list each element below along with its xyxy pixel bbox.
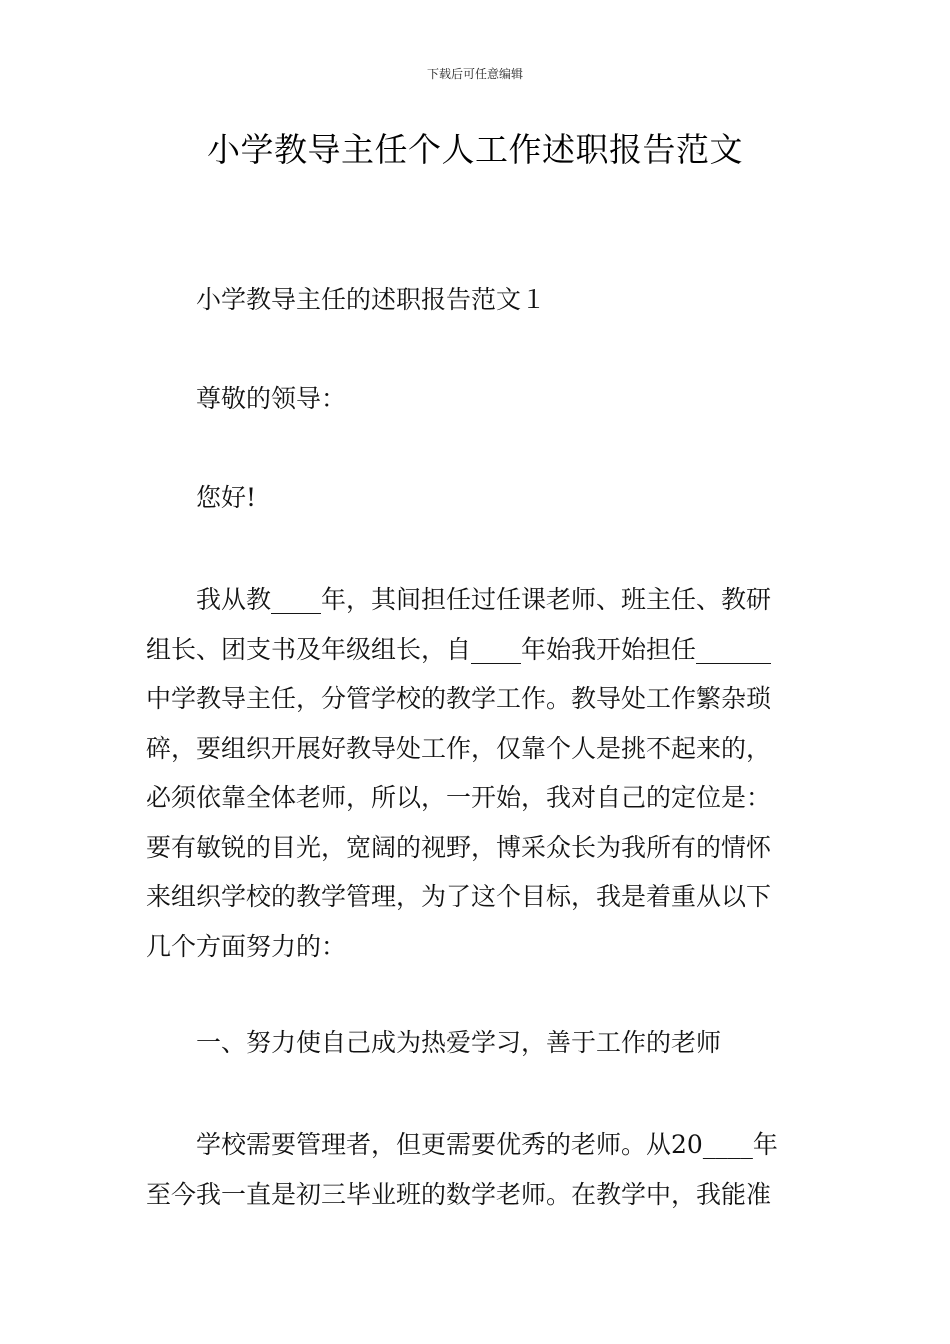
salutation: 尊敬的领导：	[196, 384, 347, 413]
report-subtitle: 小学教导主任的述职报告范文１	[196, 285, 547, 314]
section-heading: 一、努力使自己成为热爱学习，善于工作的老师	[196, 1028, 722, 1057]
paragraph-line: 几个方面努力的：	[146, 931, 347, 961]
paragraph-line: 要有敏锐的目光，宽阔的视野，博采众长为我所有的情怀	[146, 832, 772, 862]
paragraph-line: 学校需要管理者，但更需要优秀的老师。从20____年	[196, 1130, 778, 1159]
paragraph-line: 至今我一直是初三毕业班的数学老师。在教学中，我能准	[146, 1179, 772, 1209]
paragraph-line: 组长、团支书及年级组长，自____年始我开始担任______	[146, 634, 772, 664]
header-note: 下载后可任意编辑	[426, 67, 523, 81]
paragraph-line: 中学教导主任，分管学校的教学工作。教导处工作繁杂琐	[146, 684, 772, 713]
greeting: 您好!	[196, 483, 257, 512]
document-title: 小学教导主任个人工作述职报告范文	[207, 130, 743, 169]
paragraph-line: 来组织学校的教学管理，为了这个目标，我是着重从以下	[146, 882, 772, 911]
paragraph-line: 我从教____年，其间担任过任课老师、班主任、教研	[196, 585, 772, 614]
paragraph-line: 必须依靠全体老师，所以，一开始，我对自己的定位是：	[146, 783, 772, 812]
paragraph-section1	[146, 1120, 806, 1219]
paragraph-line: 碎，要组织开展好教导处工作，仅靠个人是挑不起来的，	[146, 733, 772, 763]
paragraph-intro	[146, 575, 806, 971]
